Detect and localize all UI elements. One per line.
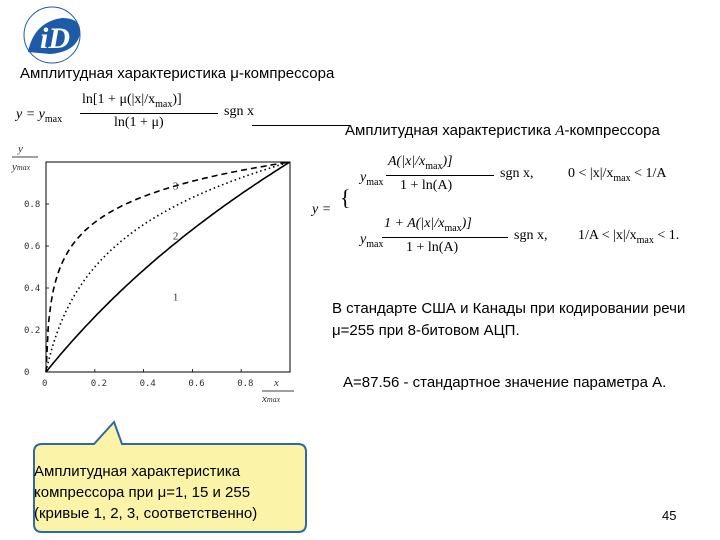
formula-underline [252,125,350,126]
page-number: 45 [662,508,677,523]
curve-label-2: 2 [172,230,179,243]
a-value-note: A=87.56 - стандартное значение параметра A. [343,374,667,391]
x-tick-label: 0 [42,379,48,389]
a-law-y-eq: y = [312,202,332,217]
case1-condition: $0 < |x|/x_{max} < 1/A$ [568,166,667,184]
x-tick-label: 0.8 [237,379,254,389]
plot-frame [46,162,290,372]
case2-denominator: 1 + ln(A) [406,240,459,255]
case1-numerator: $A(|x|/x_{max})$] [388,154,453,172]
case1-denominator: 1 + ln(A) [400,178,453,193]
case1-fraction-bar [386,175,494,176]
institute-logo [6,4,98,66]
formula-lhs: $y = y_{max}$ [16,107,63,125]
y-axis-label-top: y [18,143,23,155]
usa-canada-note: В стандарте США и Канады при кодировании речи μ=255 при 8-битовом АЦП. [332,300,686,339]
y-tick-label: 0.8 [24,200,41,210]
formula-numerator: $\ln[1 + \mu(|x|/x_{max})]$ [82,92,182,110]
compressor-chart [4,140,304,405]
curve-label-1: 1 [172,291,179,304]
case2-sgn: sgn x, [514,228,548,243]
x-axis-label-bottom: xmax [262,393,281,405]
a-law-formula [300,140,710,260]
y-tick-label: 0 [24,368,30,378]
y-tick-label: 0.2 [24,326,41,336]
x-tick-label: 0.6 [188,379,205,389]
a-law-brace: { [340,185,351,210]
callout-text: Амплитудная характеристика компрессора при μ=1, 15 и 255 (кривые 1, 2, 3, соответственно) [34,463,258,522]
case2-fraction-bar [382,237,508,238]
formula-sgn: sgn x [224,104,254,119]
curve-label-3: 3 [172,180,179,193]
formula-denominator: ln(1 + μ) [114,115,164,130]
slide-title: Амплитудная характеристика μ-компрессора [20,65,335,82]
fraction-bar [80,113,218,114]
case1-ymax: $y_{max}$ [360,170,384,188]
mu-law-formula [16,92,346,132]
chart-svg [4,140,304,405]
case2-ymax: $y_{max}$ [360,232,384,250]
a-law-title: Амплитудная характеристика A-компрессора [345,122,660,139]
x-tick-label: 0.4 [139,379,156,389]
y-tick-label: 0.6 [24,242,41,252]
y-axis-label-bottom: ymax [12,161,31,173]
case2-numerator: $1 + A(|x|/x_{max})$] [384,216,472,234]
x-axis-label-top: x [274,377,279,389]
svg-text:iD: iD [40,22,70,55]
case2-condition: $1/A < |x|/x_{max} < 1$. [578,228,680,246]
y-tick-label: 0.4 [24,284,41,294]
x-tick-label: 0.2 [90,379,108,389]
case1-sgn: sgn x, [500,166,534,181]
